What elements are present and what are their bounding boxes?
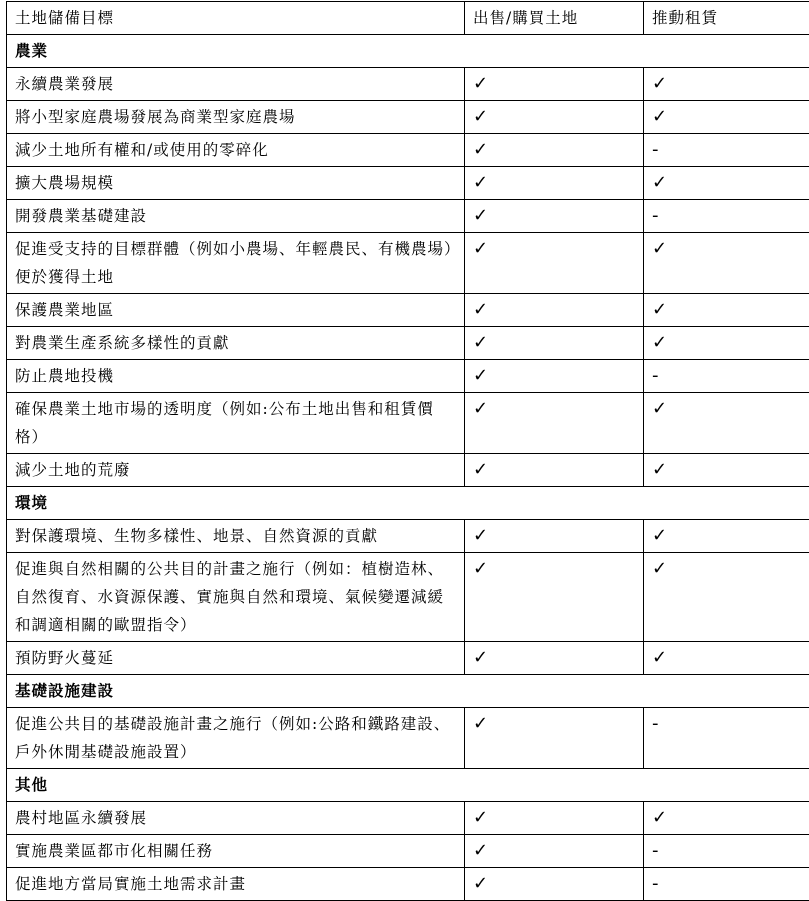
goal-cell: 促進公共目的基礎設施計畫之施行（例如:公路和鐵路建設、戶外休閒基礎設施設置） <box>7 708 465 769</box>
lease-cell: - <box>644 835 809 868</box>
goal-cell: 保護農業地區 <box>7 294 465 327</box>
section-row <box>7 487 809 520</box>
table-row <box>7 101 809 134</box>
table-row <box>7 802 809 835</box>
table-row <box>7 708 809 769</box>
table-row <box>7 360 809 393</box>
lease-cell: ✓ <box>644 68 809 101</box>
sale-purchase-cell: ✓ <box>465 101 644 134</box>
goal-cell: 永續農業發展 <box>7 68 465 101</box>
sale-purchase-cell: ✓ <box>465 68 644 101</box>
goal-cell: 農村地區永續發展 <box>7 802 465 835</box>
lease-cell: ✓ <box>644 167 809 200</box>
table-row <box>7 520 809 553</box>
table-row <box>7 393 809 454</box>
lease-cell: ✓ <box>644 553 809 642</box>
goal-cell: 對保護環境、生物多樣性、地景、自然資源的貢獻 <box>7 520 465 553</box>
table-row <box>7 454 809 487</box>
section-row <box>7 675 809 708</box>
goal-cell: 減少土地所有權和/或使用的零碎化 <box>7 134 465 167</box>
goal-cell: 對農業生產系統多樣性的貢獻 <box>7 327 465 360</box>
sale-purchase-cell: ✓ <box>465 454 644 487</box>
goal-cell: 減少土地的荒廢 <box>7 454 465 487</box>
goal-cell: 促進受支持的目標群體（例如小農場、年輕農民、有機農場）便於獲得土地 <box>7 233 465 294</box>
sale-purchase-cell: ✓ <box>465 802 644 835</box>
lease-cell: ✓ <box>644 101 809 134</box>
lease-cell: ✓ <box>644 454 809 487</box>
table-row <box>7 642 809 675</box>
sale-purchase-cell: ✓ <box>465 294 644 327</box>
goal-cell: 預防野火蔓延 <box>7 642 465 675</box>
sale-purchase-cell: ✓ <box>465 868 644 901</box>
land-reserve-goals-table <box>6 1 809 901</box>
section-title: 農業 <box>7 35 809 68</box>
header-row <box>7 2 809 35</box>
lease-cell: ✓ <box>644 520 809 553</box>
table-row <box>7 327 809 360</box>
sale-purchase-cell: ✓ <box>465 200 644 233</box>
sale-purchase-cell: ✓ <box>465 393 644 454</box>
sale-purchase-cell: ✓ <box>465 233 644 294</box>
sale-purchase-cell: ✓ <box>465 642 644 675</box>
lease-cell: - <box>644 200 809 233</box>
sale-purchase-cell: ✓ <box>465 520 644 553</box>
goal-cell: 開發農業基礎建設 <box>7 200 465 233</box>
goal-cell: 將小型家庭農場發展為商業型家庭農場 <box>7 101 465 134</box>
sale-purchase-cell: ✓ <box>465 360 644 393</box>
header-goal: 土地儲備目標 <box>7 2 465 35</box>
sale-purchase-cell: ✓ <box>465 835 644 868</box>
lease-cell: - <box>644 868 809 901</box>
lease-cell: ✓ <box>644 642 809 675</box>
lease-cell: ✓ <box>644 802 809 835</box>
table-row <box>7 294 809 327</box>
lease-cell: - <box>644 134 809 167</box>
section-row <box>7 769 809 802</box>
section-title: 其他 <box>7 769 809 802</box>
lease-cell: - <box>644 708 809 769</box>
sale-purchase-cell: ✓ <box>465 553 644 642</box>
goal-cell: 擴大農場規模 <box>7 167 465 200</box>
section-title: 基礎設施建設 <box>7 675 809 708</box>
sale-purchase-cell: ✓ <box>465 167 644 200</box>
table-row <box>7 868 809 901</box>
header-lease: 推動租賃 <box>644 2 809 35</box>
goal-cell: 確保農業土地市場的透明度（例如:公布土地出售和租賃價格） <box>7 393 465 454</box>
table-row <box>7 553 809 642</box>
section-row <box>7 35 809 68</box>
table-row <box>7 835 809 868</box>
goal-cell: 防止農地投機 <box>7 360 465 393</box>
table-row <box>7 233 809 294</box>
table-row <box>7 167 809 200</box>
table-row <box>7 134 809 167</box>
goal-cell: 促進地方當局實施土地需求計畫 <box>7 868 465 901</box>
sale-purchase-cell: ✓ <box>465 327 644 360</box>
lease-cell: ✓ <box>644 233 809 294</box>
lease-cell: ✓ <box>644 327 809 360</box>
section-title: 環境 <box>7 487 809 520</box>
table-row <box>7 200 809 233</box>
lease-cell: - <box>644 360 809 393</box>
sale-purchase-cell: ✓ <box>465 708 644 769</box>
lease-cell: ✓ <box>644 294 809 327</box>
goal-cell: 實施農業區都市化相關任務 <box>7 835 465 868</box>
table-body <box>7 2 809 901</box>
header-sale-purchase: 出售/購買土地 <box>465 2 644 35</box>
goal-cell: 促進與自然相關的公共目的計畫之施行（例如：植樹造林、自然復育、水資源保護、實施與自然和環境、氣候變遷減緩和調適相關的歐盟指令） <box>7 553 465 642</box>
table-row <box>7 68 809 101</box>
sale-purchase-cell: ✓ <box>465 134 644 167</box>
lease-cell: ✓ <box>644 393 809 454</box>
